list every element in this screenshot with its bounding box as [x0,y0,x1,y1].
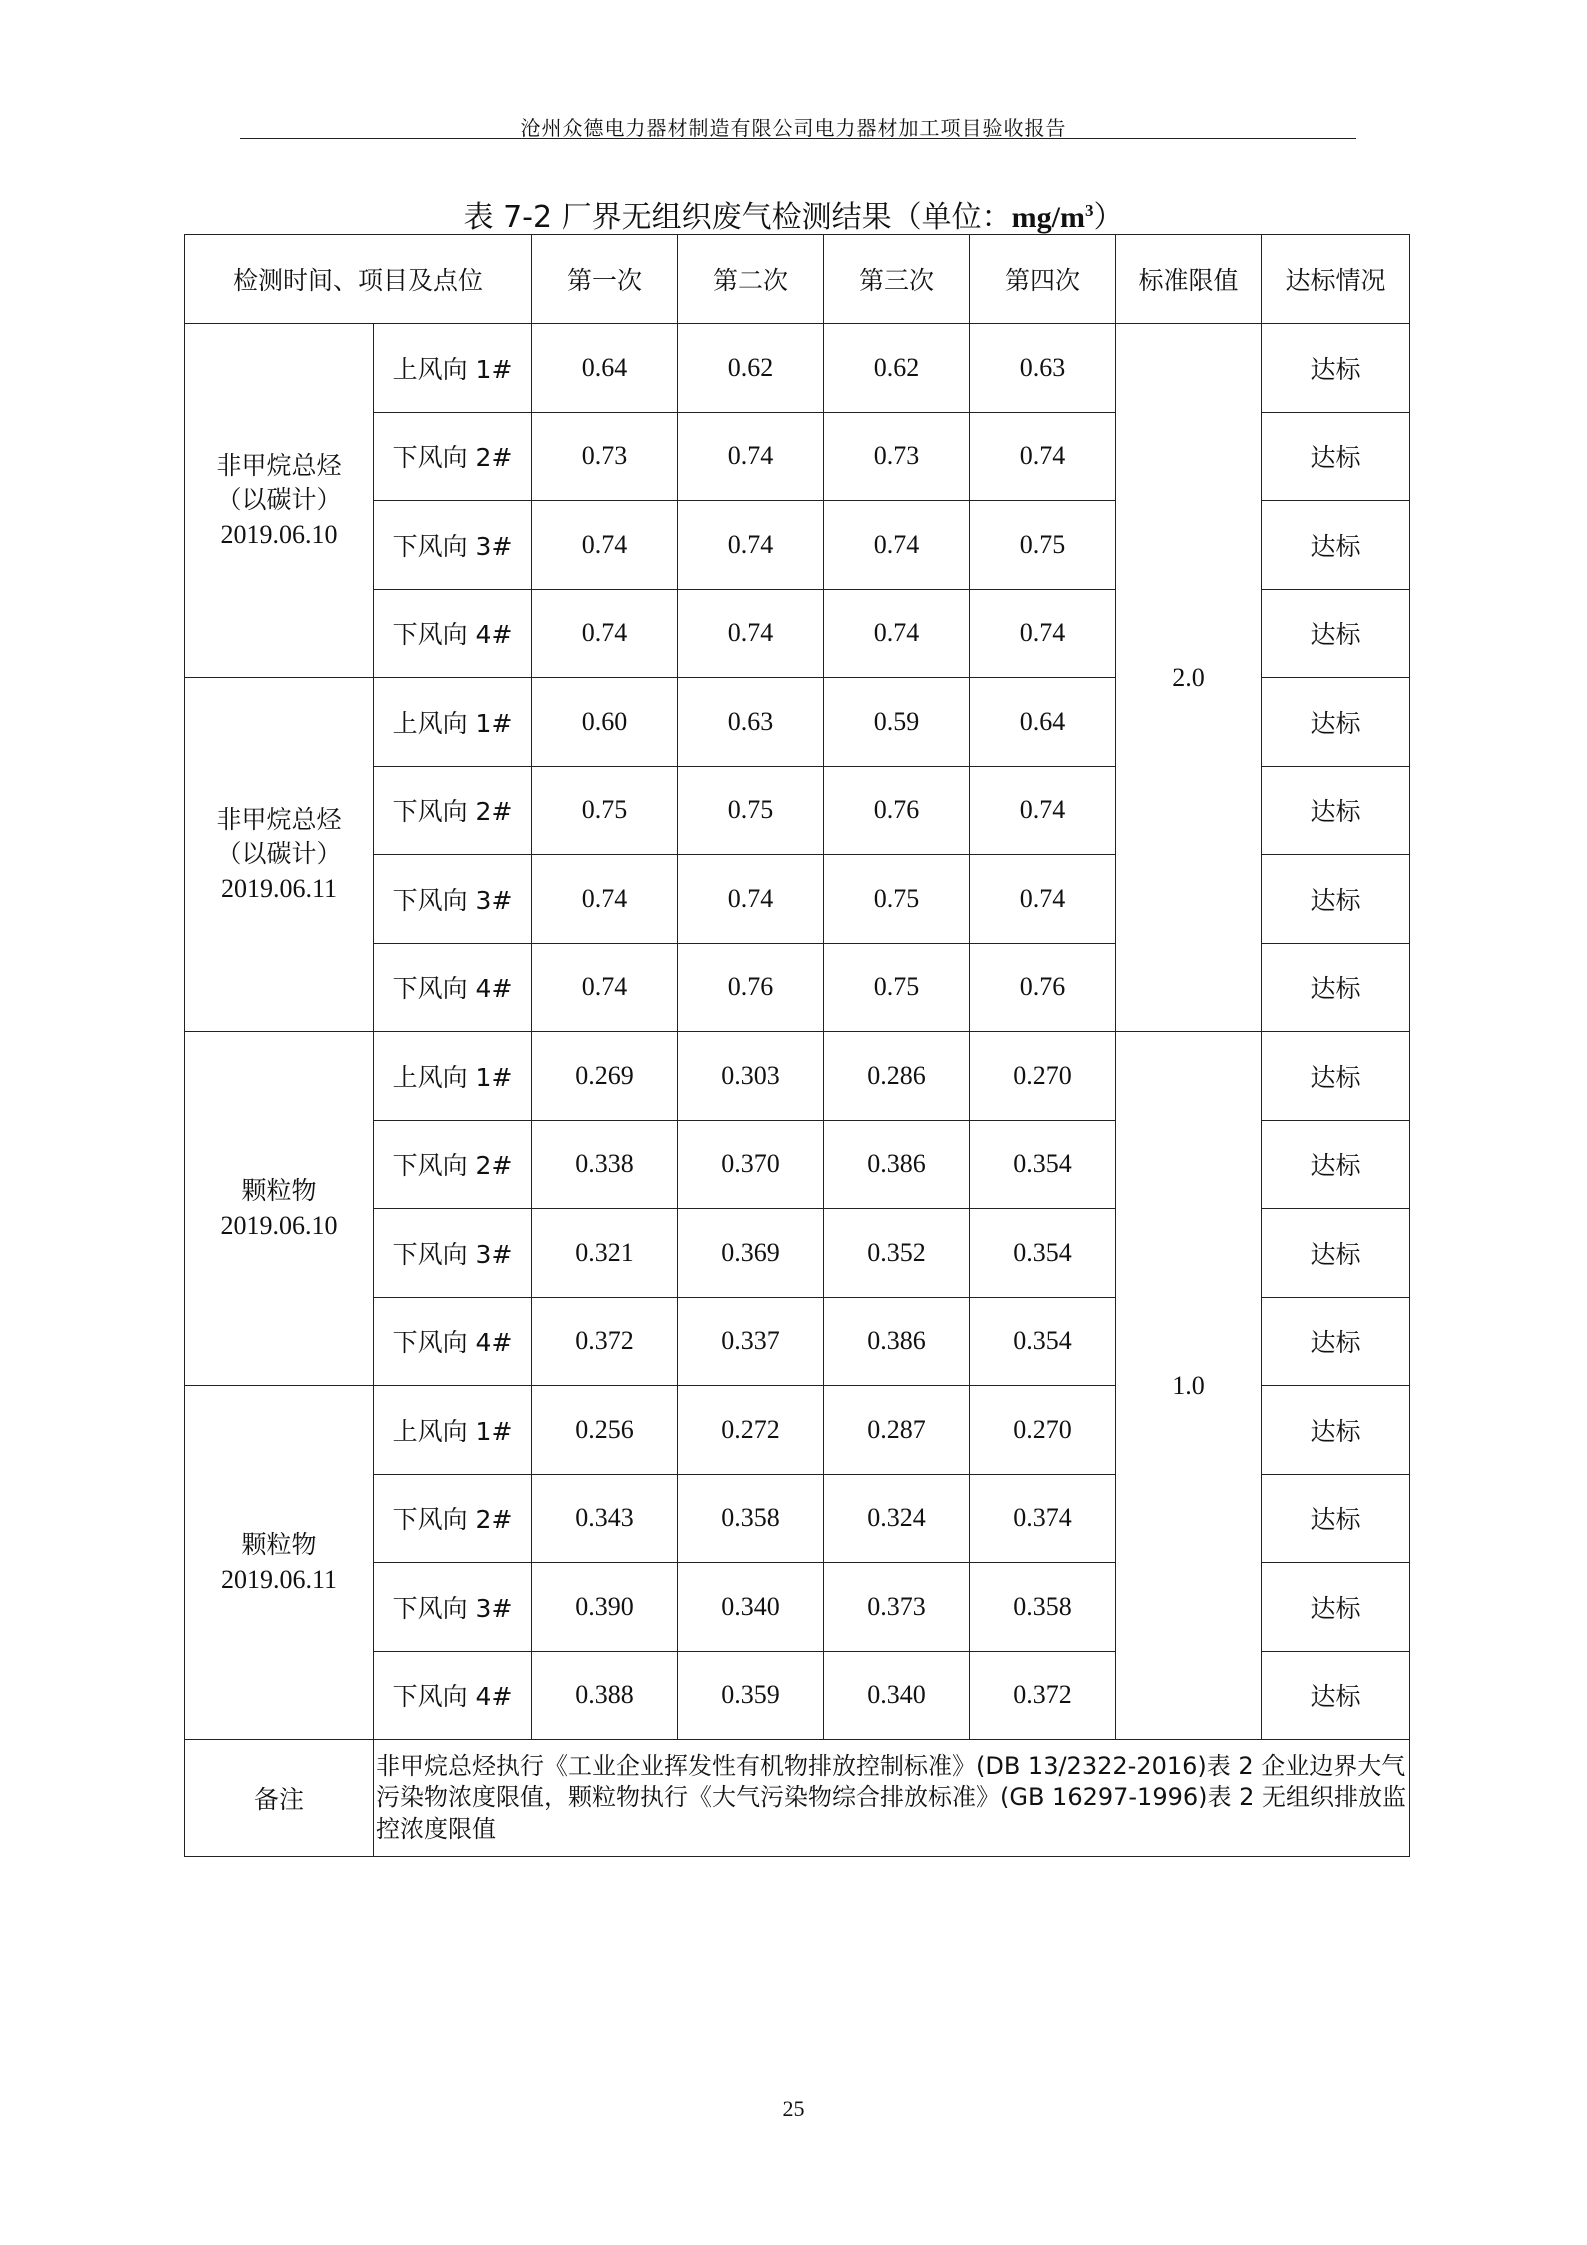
value-cell: 0.303 [678,1032,824,1121]
column-header: 第四次 [970,235,1116,324]
value-cell: 0.74 [678,589,824,678]
status-cell: 达标 [1262,1120,1410,1209]
group-label [185,678,374,1032]
emission-results-table [184,234,1410,1857]
value-cell: 0.370 [678,1120,824,1209]
value-cell: 0.75 [824,943,970,1032]
point-cell: 下风向 3# [374,855,532,944]
status-cell: 达标 [1262,1474,1410,1563]
value-cell: 0.74 [532,855,678,944]
value-cell: 0.59 [824,678,970,767]
value-cell: 0.63 [970,324,1116,413]
point-cell: 上风向 1# [374,1032,532,1121]
value-cell: 0.75 [532,766,678,855]
value-cell: 0.354 [970,1120,1116,1209]
value-cell: 0.354 [970,1297,1116,1386]
status-cell: 达标 [1262,943,1410,1032]
group-label-line: （以碳计） [216,484,342,514]
value-cell: 0.359 [678,1651,824,1740]
value-cell: 0.369 [678,1209,824,1298]
value-cell: 0.321 [532,1209,678,1298]
value-cell: 0.74 [678,501,824,590]
note-label: 备注 [185,1740,374,1857]
status-cell: 达标 [1262,1563,1410,1652]
group-label-line: 2019.06.10 [220,1210,338,1240]
value-cell: 0.373 [824,1563,970,1652]
status-cell: 达标 [1262,412,1410,501]
value-cell: 0.324 [824,1474,970,1563]
table-row [185,324,1410,413]
group-label-line: 2019.06.11 [220,1564,338,1594]
note-row [185,1740,1410,1857]
point-cell: 下风向 2# [374,1120,532,1209]
status-cell: 达标 [1262,855,1410,944]
caption-prefix: 表 7-2 厂界无组织废气检测结果（单位： [463,200,1012,235]
value-cell: 0.75 [678,766,824,855]
value-cell: 0.76 [824,766,970,855]
value-cell: 0.337 [678,1297,824,1386]
value-cell: 0.74 [970,766,1116,855]
page-number: 25 [782,2096,805,2121]
value-cell: 0.287 [824,1386,970,1475]
value-cell: 0.74 [532,589,678,678]
status-cell: 达标 [1262,324,1410,413]
note-text: 非甲烷总烃执行《工业企业挥发性有机物排放控制标准》(DB 13/2322-2016)表 2 企业边界大气污染物浓度限值，颗粒物执行《大气污染物综合排放标准》(GB 16297-1996)表 2 无组织排放监控浓度限值 [374,1740,1410,1857]
header-divider [240,138,1356,139]
group-label-line: 颗粒物 [241,1530,317,1560]
value-cell: 0.75 [970,501,1116,590]
value-cell: 0.74 [824,501,970,590]
column-header: 检测时间、项目及点位 [185,235,532,324]
table-caption [0,192,1587,236]
point-cell: 下风向 2# [374,1474,532,1563]
value-cell: 0.372 [970,1651,1116,1740]
point-cell: 上风向 1# [374,678,532,767]
value-cell: 0.256 [532,1386,678,1475]
value-cell: 0.340 [824,1651,970,1740]
status-cell: 达标 [1262,678,1410,767]
value-cell: 0.62 [824,324,970,413]
value-cell: 0.74 [678,412,824,501]
value-cell: 0.374 [970,1474,1116,1563]
value-cell: 0.74 [678,855,824,944]
table-row [185,1032,1410,1121]
value-cell: 0.75 [824,855,970,944]
value-cell: 0.74 [970,412,1116,501]
value-cell: 0.74 [970,855,1116,944]
value-cell: 0.73 [532,412,678,501]
value-cell: 0.358 [970,1563,1116,1652]
status-cell: 达标 [1262,1032,1410,1121]
value-cell: 0.343 [532,1474,678,1563]
point-cell: 下风向 4# [374,943,532,1032]
value-cell: 0.354 [970,1209,1116,1298]
table-header-row [185,235,1410,324]
value-cell: 0.358 [678,1474,824,1563]
point-cell: 下风向 3# [374,1563,532,1652]
column-header: 达标情况 [1262,235,1410,324]
status-cell: 达标 [1262,1386,1410,1475]
value-cell: 0.338 [532,1120,678,1209]
value-cell: 0.76 [970,943,1116,1032]
value-cell: 0.76 [678,943,824,1032]
group-label [185,324,374,678]
value-cell: 0.73 [824,412,970,501]
group-label-line: （以碳计） [216,838,342,868]
value-cell: 0.60 [532,678,678,767]
group-label-line: 2019.06.10 [220,519,338,549]
point-cell: 下风向 3# [374,1209,532,1298]
standard-limit-cell: 2.0 [1116,324,1262,1032]
value-cell: 0.352 [824,1209,970,1298]
status-cell: 达标 [1262,1209,1410,1298]
point-cell: 下风向 4# [374,1297,532,1386]
caption-unit: mg/m [1011,201,1085,234]
column-header: 第二次 [678,235,824,324]
value-cell: 0.74 [532,501,678,590]
point-cell: 下风向 4# [374,1651,532,1740]
report-header-title: 沧州众德电力器材制造有限公司电力器材加工项目验收报告 [520,116,1067,140]
value-cell: 0.74 [970,589,1116,678]
value-cell: 0.286 [824,1032,970,1121]
point-cell: 上风向 1# [374,1386,532,1475]
group-label-line: 2019.06.11 [220,873,338,903]
value-cell: 0.64 [970,678,1116,767]
column-header: 第三次 [824,235,970,324]
value-cell: 0.372 [532,1297,678,1386]
value-cell: 0.64 [532,324,678,413]
value-cell: 0.63 [678,678,824,767]
point-cell: 下风向 2# [374,766,532,855]
caption-suffix: ） [1093,200,1124,235]
point-cell: 下风向 2# [374,412,532,501]
group-label-line: 非甲烷总烃 [216,451,342,481]
value-cell: 0.388 [532,1651,678,1740]
value-cell: 0.269 [532,1032,678,1121]
value-cell: 0.340 [678,1563,824,1652]
status-cell: 达标 [1262,589,1410,678]
group-label-line: 非甲烷总烃 [216,805,342,835]
point-cell: 上风向 1# [374,324,532,413]
group-label-line: 颗粒物 [241,1176,317,1206]
status-cell: 达标 [1262,766,1410,855]
caption-unit-superscript: 3 [1084,201,1094,220]
value-cell: 0.390 [532,1563,678,1652]
column-header: 标准限值 [1116,235,1262,324]
value-cell: 0.62 [678,324,824,413]
value-cell: 0.270 [970,1386,1116,1475]
value-cell: 0.270 [970,1032,1116,1121]
value-cell: 0.74 [824,589,970,678]
value-cell: 0.386 [824,1297,970,1386]
value-cell: 0.272 [678,1386,824,1475]
point-cell: 下风向 4# [374,589,532,678]
value-cell: 0.386 [824,1120,970,1209]
status-cell: 达标 [1262,1297,1410,1386]
status-cell: 达标 [1262,1651,1410,1740]
point-cell: 下风向 3# [374,501,532,590]
status-cell: 达标 [1262,501,1410,590]
value-cell: 0.74 [532,943,678,1032]
group-label [185,1032,374,1386]
group-label [185,1386,374,1740]
column-header: 第一次 [532,235,678,324]
standard-limit-cell: 1.0 [1116,1032,1262,1740]
